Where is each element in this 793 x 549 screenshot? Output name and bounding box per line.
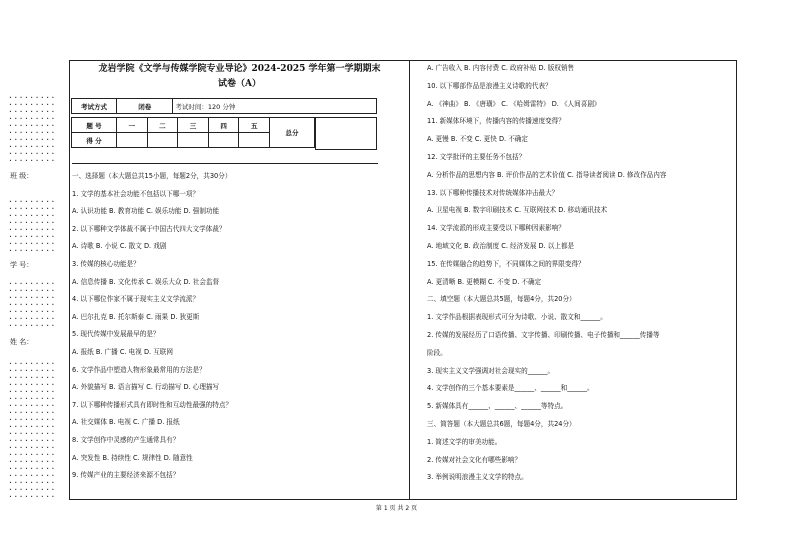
- column-2: 二: [147, 118, 178, 133]
- total-label: 总分: [270, 118, 315, 148]
- exam-method-label: 考试方式: [72, 99, 117, 114]
- score-cell[interactable]: [178, 133, 209, 148]
- question-line: 1. 文学的基本社会功能不包括以下哪一项？: [72, 189, 200, 198]
- question-line: 6. 文学作品中塑造人物形象最常用的方法是？: [72, 365, 206, 374]
- column-5: 五: [239, 118, 270, 133]
- question-line: 8. 文学创作中灵感的产生通常具有？: [72, 436, 180, 444]
- dotted-line: ········· ········· ········· ········· ········· ········· ········· ········· ········· ·········: [8, 93, 56, 165]
- question-line: A. 地域文化 B. 政治制度 C. 经济发展 D. 以上都是: [427, 242, 575, 250]
- exam-time: 考试时间：120 分钟: [173, 99, 377, 114]
- question-line: 2. 以下哪种文学体裁不属于中国古代四大文学体裁？: [72, 224, 226, 233]
- title-line-2: 试卷（A）: [218, 79, 261, 89]
- total-score-box: [315, 117, 377, 150]
- question-line: 10. 以下哪部作品是浪漫主义诗歌的代表？: [427, 81, 552, 90]
- question-line: 15. 在传媒融合的趋势下，不同媒体之间的界限变得？: [427, 259, 585, 268]
- question-line: 4. 文学创作的三个基本要素是______、______和______。: [427, 384, 594, 393]
- question-line: 12. 文学批评的主要任务不包括？: [427, 153, 526, 161]
- question-line: 3. 现实主义文学强调对社会现实的______。: [427, 366, 555, 375]
- question-line: A. 报纸 B. 广播 C. 电视 D. 互联网: [72, 348, 173, 356]
- question-line: A. 卫星电视 B. 数字印刷技术 C. 互联网技术 D. 移动通讯技术: [427, 206, 608, 215]
- dotted-line: ········· ········· ········· ········· ········· ········· ·········: [8, 279, 56, 330]
- column-1: 一: [117, 118, 148, 133]
- exam-method-value: 闭卷: [117, 99, 173, 114]
- score-cell[interactable]: [239, 133, 270, 148]
- question-line: A. 认识功能 B. 教育功能 C. 娱乐功能 D. 强制功能: [72, 207, 220, 216]
- question-line: A. 诗歌 B. 小说 C. 散文 D. 戏剧: [72, 242, 167, 251]
- question-line: A. 更慢 B. 不变 C. 更快 D. 不确定: [427, 135, 528, 144]
- question-line: 5. 新媒体具有______、______、______等特点。: [427, 402, 568, 411]
- section-rule: [72, 163, 378, 164]
- score-label: 得 分: [72, 133, 117, 148]
- dotted-line: ········· ········· ········· ········· ········· ········· ········· ·········: [8, 197, 56, 255]
- score-cell[interactable]: [147, 133, 178, 148]
- question-line: 一、选择题（本大题总共15小题，每题2分，共30分）: [72, 172, 232, 180]
- column-3: 三: [178, 118, 209, 133]
- question-line: A. 突发性 B. 持续性 C. 规律性 D. 随意性: [72, 453, 193, 462]
- question-no-label: 题 号: [72, 118, 117, 133]
- page-footer: 第 1 页 共 2 页: [375, 505, 418, 512]
- question-line: A. 广告收入 B. 内容付费 C. 政府补贴 D. 版权销售: [427, 64, 575, 72]
- exam-title: [72, 62, 407, 92]
- question-line: 2. 传媒对社会文化有哪些影响？: [427, 455, 522, 464]
- score-cell[interactable]: [117, 133, 148, 148]
- dotted-line: ········· ········· ········· ········· ········· ········· ········· ········· ········· ········· ········· ········· ········· ········· ········· ········· ········· ········· ········· ·········: [8, 359, 56, 501]
- class-label: 班 级：: [10, 172, 34, 180]
- total-score-cell[interactable]: [316, 118, 377, 150]
- question-line: A. 信息传播 B. 文化传承 C. 娱乐大众 D. 社会监督: [72, 277, 220, 286]
- column-divider: [409, 60, 410, 499]
- question-line: 二、填空题（本大题总共5题，每题4分，共20分）: [427, 295, 576, 304]
- name-label: 姓 名：: [10, 338, 34, 346]
- question-line: 三、简答题（本大题总共6题，每题4分，共24分）: [427, 420, 576, 428]
- question-line: 3. 传媒的核心功能是？: [72, 260, 140, 268]
- question-line: A. 《神曲》 B. 《唐璜》 C. 《哈姆雷特》 D. 《人间喜剧》: [427, 99, 601, 108]
- question-line: 9. 传媒产业的主要经济来源不包括？: [72, 471, 180, 480]
- score-table: [71, 117, 315, 148]
- question-line: A. 巴尔扎克 B. 托尔斯泰 C. 雨果 D. 狄更斯: [72, 312, 200, 321]
- question-line: 14. 文学流派的形成主要受以下哪种因素影响？: [427, 224, 565, 233]
- question-line: A. 分析作品的思想内容 B. 评价作品的艺术价值 C. 指导读者阅读 D. 修改作品内容: [427, 170, 667, 179]
- column-4: 四: [208, 118, 239, 133]
- exam-info-table: [71, 98, 377, 114]
- question-line: A. 外貌描写 B. 语言描写 C. 行动描写 D. 心理描写: [72, 383, 220, 392]
- question-line: 11. 新媒体环境下，传播内容的传播速度变得？: [427, 117, 565, 126]
- question-line: 3. 举例说明浪漫主义文学的特点。: [427, 473, 528, 482]
- question-line: 5. 现代传媒中发展最早的是？: [72, 330, 160, 339]
- question-line: A. 更清晰 B. 更模糊 C. 不变 D. 不确定: [427, 277, 542, 286]
- question-line: 1. 简述文学的审美功能。: [427, 437, 502, 446]
- question-line: 阶段。: [427, 348, 447, 357]
- student-id-label: 学 号：: [10, 261, 34, 269]
- score-cell[interactable]: [208, 133, 239, 148]
- question-line: 2. 传媒的发展经历了口语传播、文字传播、印刷传播、电子传播和______传播等: [427, 331, 660, 339]
- question-line: 1. 文学作品根据表现形式可分为诗歌、小说、散文和______。: [427, 313, 607, 322]
- question-line: A. 社交媒体 B. 电视 C. 广播 D. 报纸: [72, 418, 180, 427]
- title-line-1: 龙岩学院《文学与传媒学院专业导论》2024-2025 学年第一学期期末: [98, 64, 381, 74]
- question-line: 7. 以下哪种传播形式具有即时性和互动性最强的特点？: [72, 400, 233, 409]
- question-line: 13. 以下哪种传播技术对传统媒体冲击最大？: [427, 188, 559, 197]
- binding-sidebar: [8, 90, 60, 520]
- question-line: 4. 以下哪位作家不属于现实主义文学流派？: [72, 295, 200, 304]
